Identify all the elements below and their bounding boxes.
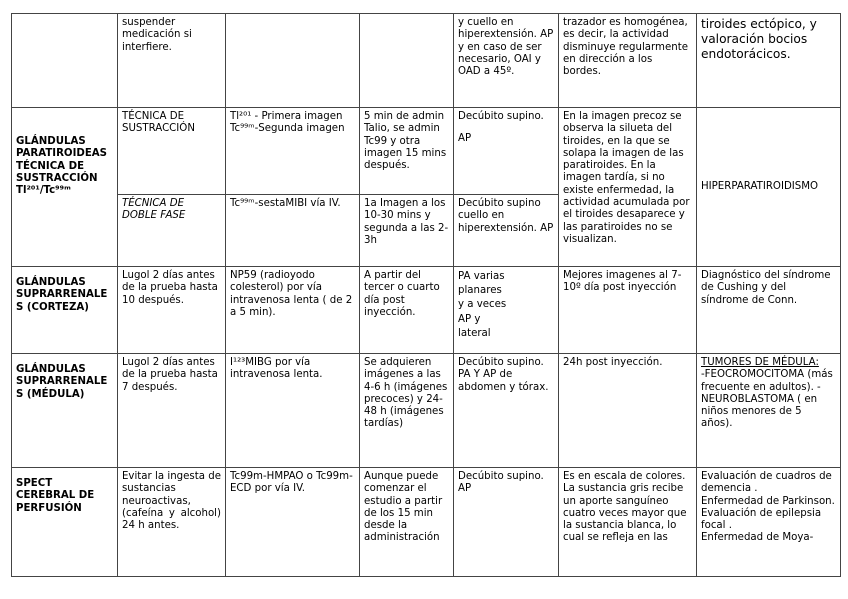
cell-normal-image: trazador es homogénea, es decir, la actividad disminuye regularmente en dirección a los bordes. (559, 14, 697, 108)
cell-radiotracer: Tc⁹⁹ᵐ-sestaMIBI vía IV. (226, 195, 360, 267)
indications-text: -FEOCROMOCITOMA (más frecuente en adultos). -NEUROBLASTOMA ( en niños menores de 5 años). (701, 369, 833, 430)
cell-preparation: Evitar la ingesta de sustancias neuroactivas, (cafeína y alcohol) 24 h antes. (118, 468, 226, 577)
cell-timing: 1a Imagen a los 10-30 mins y segunda a las 2-3h (360, 195, 454, 267)
cell-technique: TÉCNICA DE SUSTRACCIÓN (118, 108, 226, 195)
table-row (12, 468, 841, 577)
cell-indications: tiroides ectópico, y valoración bocios endotorácicos. (697, 14, 841, 108)
indication-item: Evaluación de cuadros de demencia . (701, 471, 832, 495)
cell-empty (360, 14, 454, 108)
cell-indications (697, 468, 841, 577)
cell-position: Decúbito supino cuello en hiperextensión. AP (454, 195, 559, 267)
cell-radiotracer: I¹²³MIBG por vía intravenosa lenta. (226, 354, 360, 468)
cell-normal-image: Mejores imagenes al 7-10º día post inyección (559, 267, 697, 354)
position-line: y a veces (458, 299, 507, 311)
cell-position (454, 267, 559, 354)
cell-indications: HIPERPARATIROIDISMO (697, 108, 841, 267)
indication-item: Evaluación de epilepsia focal . (701, 507, 822, 532)
cell-preparation: suspender medicación si interfiere. (118, 14, 226, 108)
position-line: lateral (458, 327, 491, 339)
row-label-spect: SPECT CEREBRAL DE PERFUSIÓN (12, 468, 118, 577)
cell-indications: Diagnóstico del síndrome de Cushing y del síndrome de Conn. (697, 267, 841, 354)
table-row (12, 354, 841, 468)
position-line: planares (458, 285, 502, 297)
cell-timing: Se adquieren imágenes a las 4-6 h (imágenes precoces) y 24-48 h (imágenes tardías) (360, 354, 454, 468)
cell-empty (226, 14, 360, 108)
table-row (12, 267, 841, 354)
cell-position (454, 108, 559, 195)
cell-preparation: Lugol 2 días antes de la prueba hasta 7 después. (118, 354, 226, 468)
indication-item: Enfermedad de Parkinson. (701, 495, 835, 507)
cell-timing: 5 min de admin Talio, se admin Tc99 y otra imagen 15 mins después. (360, 108, 454, 195)
cell-radiotracer: NP59 (radioyodo colesterol) por vía intravenosa lenta ( de 2 a 5 min). (226, 267, 360, 354)
row-label-paratiroides: GLÁNDULAS PARATIROIDEAS TÉCNICA DE SUSTRACCIÓN Tl²⁰¹/Tc⁹⁹ᵐ (12, 108, 118, 267)
table-row (12, 108, 841, 195)
table-row (12, 14, 841, 108)
cell-radiotracer: Tc99m-HMPAO o Tc99m-ECD por vía IV. (226, 468, 360, 577)
row-label-medula: GLÁNDULAS SUPRARRENALES (MÉDULA) (12, 354, 118, 468)
cell-position: Decúbito supino. PA Y AP de abdomen y tórax. (454, 354, 559, 468)
indication-item: Enfermedad de Moya- (701, 532, 814, 544)
cell-preparation: Lugol 2 días antes de la prueba hasta 10 después. (118, 267, 226, 354)
cell-normal-image: 24h post inyección. (559, 354, 697, 468)
cell-radiotracer: Tl²⁰¹ - Primera imagen Tc⁹⁹ᵐ-Segunda imagen (226, 108, 360, 195)
position-line: AP (458, 133, 472, 145)
cell-position: y cuello en hiperextensión. AP y en caso de ser necesario, OAI y OAD a 45º. (454, 14, 559, 108)
cell-timing: Aunque puede comenzar el estudio a partir de los 15 min desde la administración (360, 468, 454, 577)
cell-indications (697, 354, 841, 468)
position-line: Decúbito supino. (458, 111, 544, 122)
nuclear-medicine-table (11, 13, 841, 577)
cell-technique: TÉCNICA DE DOBLE FASE (118, 195, 226, 267)
cell-normal-image: En la imagen precoz se observa la silueta del tiroides, en la que se solapa la imagen de las paratiroides. En la imagen tardía, si no existe enfermedad, la actividad acumulada por el tiroides desaparece y las paratiroides no se visualizan. (559, 108, 697, 267)
cell-timing: A partir del tercer o cuarto día post inyección. (360, 267, 454, 354)
cell-position: Decúbito supino. AP (454, 468, 559, 577)
position-line: PA varias (458, 271, 505, 282)
position-line: AP y (458, 313, 481, 325)
indications-heading: TUMORES DE MÉDULA: (701, 357, 819, 368)
cell-empty (12, 14, 118, 108)
row-label-corteza: GLÁNDULAS SUPRARRENALES (CORTEZA) (12, 267, 118, 354)
cell-normal-image: Es en escala de colores. La sustancia gris recibe un aporte sanguíneo cuatro veces mayor que la sustancia blanca, lo cual se refleja en las (559, 468, 697, 577)
